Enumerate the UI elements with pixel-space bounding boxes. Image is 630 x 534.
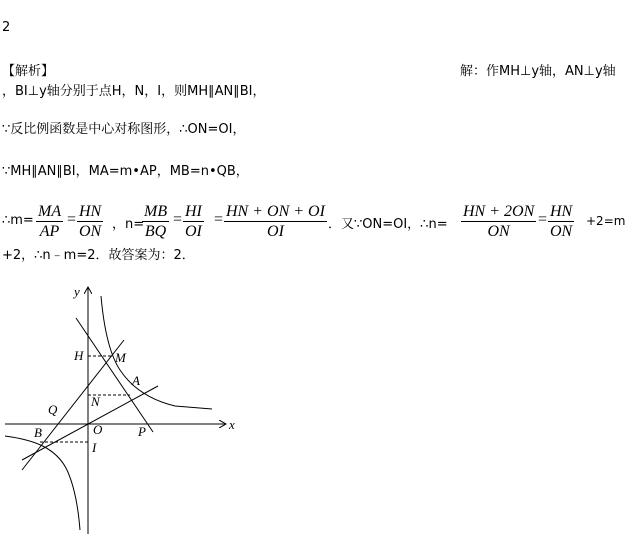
fraction-hn2on-on: HN + 2ON ON <box>463 203 535 240</box>
label-x: x <box>229 417 235 432</box>
construction-line: ，BI⊥y轴分别于点H，N，I，则MH∥AN∥BI， <box>2 84 266 99</box>
comma-n: ，n= <box>112 217 145 232</box>
fraction-hi-oi: HI OI <box>185 203 202 240</box>
label-b: B <box>34 425 42 440</box>
label-i: I <box>92 440 97 455</box>
label-y: y <box>74 284 80 299</box>
fraction-hn-on: HN ON <box>79 203 102 240</box>
analysis-label: 【解析】 <box>2 64 55 79</box>
fraction-sum-oi: HN + ON + OI OI <box>226 203 325 240</box>
hyperbola-lower-branch <box>5 436 80 530</box>
formula-tail: +2=m <box>586 214 626 228</box>
label-q: Q <box>48 402 58 417</box>
line-b-a <box>22 386 158 460</box>
equals-sign: = <box>173 211 183 228</box>
answer-line: +2，∴n﹣m=2．故答案为：2． <box>2 248 195 263</box>
label-o: O <box>93 422 103 437</box>
fraction-ma-ap: MA AP <box>38 203 62 240</box>
label-a: A <box>132 373 140 388</box>
label-h: H <box>74 348 84 363</box>
equals-sign: = <box>214 211 224 228</box>
parallel-line: ∵MH∥AN∥BI，MA=m•AP，MB=n•QB， <box>2 164 249 179</box>
label-p: P <box>138 424 146 439</box>
equals-sign: = <box>538 211 548 228</box>
therefore-m: ∴m= <box>2 213 34 228</box>
label-m: M <box>115 350 126 365</box>
mid-text: ．又∵ON=OI，∴n= <box>328 217 448 232</box>
symmetry-line: ∵反比例函数是中心对称图形，∴ON=OI， <box>2 122 246 137</box>
fraction-hn-on-2: HN ON <box>550 203 573 240</box>
equals-sign: = <box>67 211 77 228</box>
question-number: 2 <box>2 20 11 35</box>
solution-intro: 解：作MH⊥y轴，AN⊥y轴 <box>460 64 616 79</box>
label-n: N <box>91 394 100 409</box>
fraction-mb-bq: MB BQ <box>144 203 168 240</box>
line-b-m <box>22 340 124 470</box>
